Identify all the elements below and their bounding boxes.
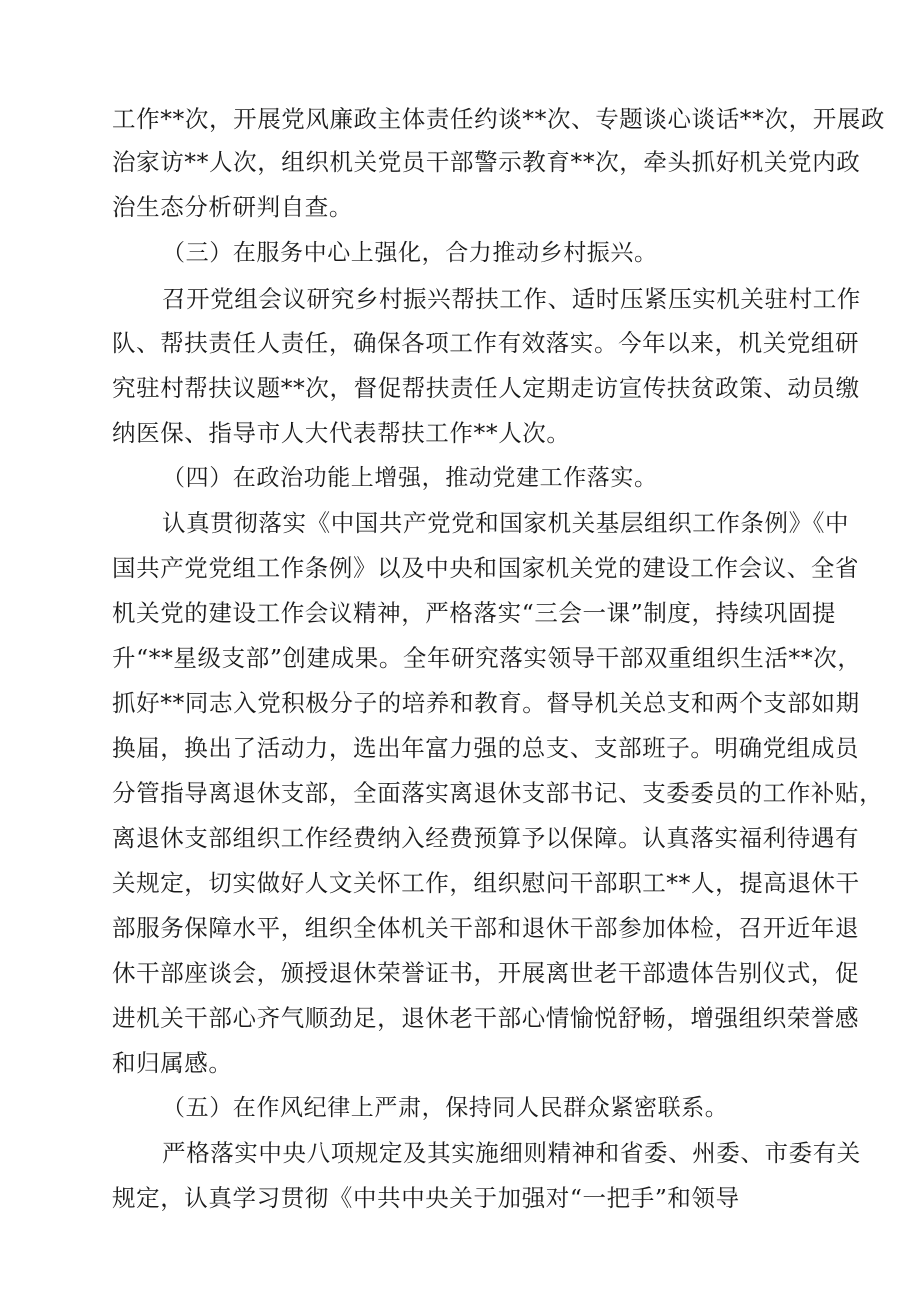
text-line-13: 升“**星级支部”创建成果。全年研究落实领导干部双重组织生活**次，	[112, 644, 862, 672]
text-line-7: 究驻村帮扶议题**次，督促帮扶责任人定期走访宣传扶贫政策、动员缴	[112, 374, 860, 402]
text-line-15: 换届，换出了活动力，选出年富力强的总支、支部班子。明确党组成员	[112, 734, 860, 762]
section-heading-5: （五）在作风纪律上严肃，保持同人民群众紧密联系。	[162, 1095, 729, 1121]
text-line-22: 和归属感。	[112, 1049, 233, 1077]
text-line-8: 纳医保、指导市人大代表帮扶工作**人次。	[112, 419, 571, 447]
text-line-1: 工作**次，开展党风廉政主体责任约谈**次、专题谈心谈话**次，开展政	[112, 105, 885, 133]
text-line-21: 进机关干部心齐气顺劲足，退休老干部心情愉悦舒畅，增强组织荣誉感	[112, 1004, 860, 1032]
text-line-20: 休干部座谈会，颁授退休荣誉证书，开展离世老干部遗体告别仪式，促	[112, 959, 860, 987]
text-line-24: 严格落实中央八项规定及其实施细则精神和省委、州委、市委有关	[162, 1139, 861, 1167]
text-line-6: 队、帮扶责任人责任，确保各项工作有效落实。今年以来，机关党组研	[112, 329, 860, 357]
text-line-14: 抓好**同志入党积极分子的培养和教育。督导机关总支和两个支部如期	[112, 689, 860, 717]
section-heading-3: （三）在服务中心上强化，合力推动乡村振兴。	[162, 240, 658, 266]
text-line-10: 认真贯彻落实《中国共产党党和国家机关基层组织工作条例》《中	[162, 509, 850, 537]
text-line-12: 机关党的建设工作会议精神，严格落实“三会一课”制度，持续巩固提	[112, 599, 837, 627]
text-line-5: 召开党组会议研究乡村振兴帮扶工作、适时压紧压实机关驻村工作	[162, 285, 861, 313]
text-line-19: 部服务保障水平，组织全体机关干部和退休干部参加体检，召开近年退	[112, 914, 860, 942]
text-line-2: 治家访**人次，组织机关党员干部警示教育**次，牵头抓好机关党内政	[112, 148, 861, 176]
text-line-18: 关规定，切实做好人文关怀工作，组织慰问干部职工**人，提高退休干	[112, 869, 860, 897]
section-heading-4: （四）在政治功能上增强，推动党建工作落实。	[162, 465, 658, 491]
text-line-11: 国共产党党组工作条例》以及中央和国家机关党的建设工作会议、全省	[112, 554, 860, 582]
text-line-3: 治生态分析研判自查。	[112, 193, 353, 221]
text-line-17: 离退休支部组织工作经费纳入经费预算予以保障。认真落实福利待遇有	[112, 824, 860, 852]
text-line-25: 规定，认真学习贯彻《中共中央关于加强对“一把手”和领导	[112, 1184, 740, 1212]
text-line-16: 分管指导离退休支部，全面落实离退休支部书记、支委委员的工作补贴，	[112, 779, 884, 807]
